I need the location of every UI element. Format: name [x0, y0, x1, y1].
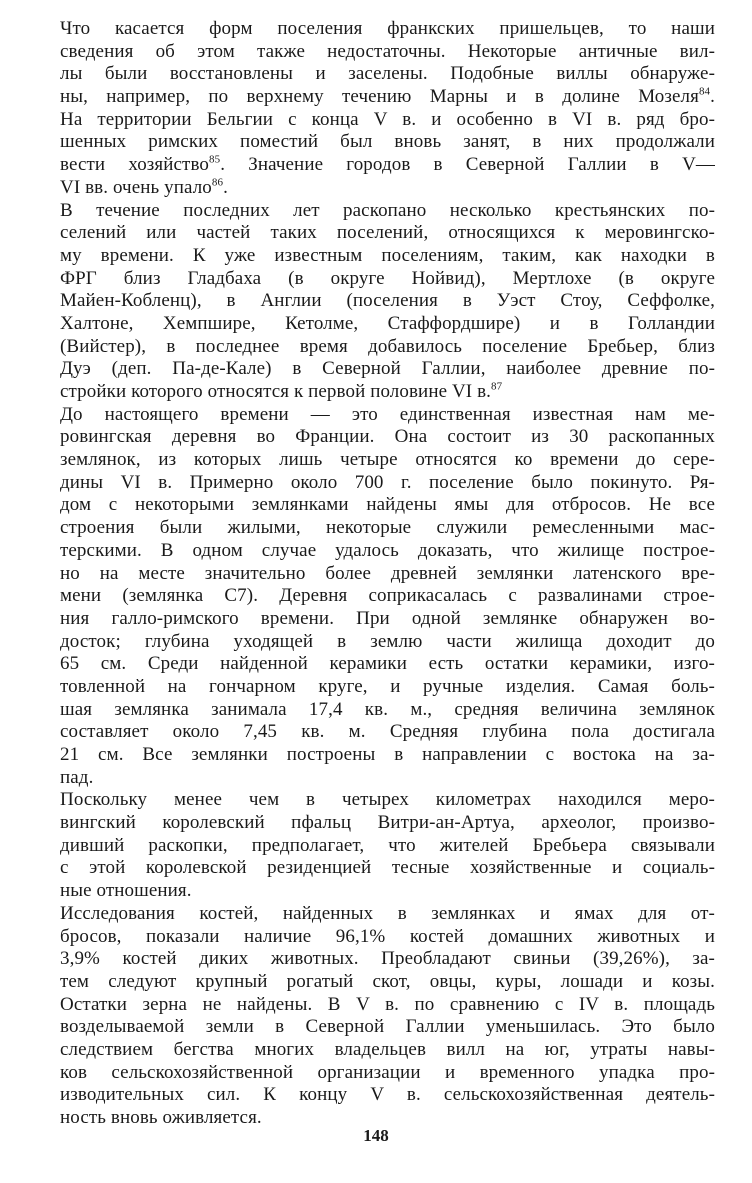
- text-line: На территории Бельгии с конца V в. и особенно в VI в. ряд бро-: [60, 108, 715, 130]
- text-line: 65 см. Среди найденной керамики есть остатки керамики, изго-: [60, 653, 715, 675]
- footnote-ref: 85: [209, 153, 221, 166]
- text-line: мени (землянка С7). Деревня соприкасалась с развалинами строе-: [60, 585, 715, 607]
- text-line: терскими. В одном случае удалось доказать, что жилище построе-: [60, 539, 715, 561]
- text-line: Исследования костей, найденных в землянках и ямах для от-: [60, 902, 715, 924]
- text-fragment: . Значение городов в Северной Галлии в V—: [220, 154, 716, 176]
- footnote-ref: 86: [211, 176, 224, 189]
- text-line: В течение последних лет раскопано несколько крестьянских по-: [60, 199, 715, 221]
- paragraph-5: [60, 903, 715, 1130]
- text-line: возделываемой земли в Северной Галлии уменьшилась. Это было: [60, 1016, 715, 1038]
- text-line: 21 см. Все землянки построены в направлении с востока на за-: [60, 744, 715, 765]
- text-line: (Вийстер), в последнее время добавилось поселение Бребьер, близ: [60, 335, 715, 357]
- paragraph-2: [60, 200, 715, 404]
- text-line: изводительных сил. К концу V в. сельскохозяйственная деятель-: [60, 1084, 715, 1106]
- text-line: Майен-Кобленц), в Англии (поселения в Уэст Стоу, Сеффолке,: [60, 290, 715, 312]
- text-line: следствием бегства многих владельцев вилл на юг, утраты навы-: [60, 1038, 715, 1060]
- text-line: ные отношения.: [60, 880, 192, 902]
- text-line: дивший раскопки, предполагает, что жителей Бребьера связывали: [60, 834, 715, 856]
- text-line: но на месте значительно более древней землянки латенского вре-: [60, 562, 715, 584]
- page-body: [60, 18, 715, 1130]
- text-fragment: .: [223, 176, 228, 198]
- text-line: шая землянка занимала 17,4 кв. м., средняя величина землянок: [60, 698, 715, 720]
- paragraph-3: [60, 404, 715, 790]
- text-fragment: стройки которого относятся к первой половине VI в.: [60, 381, 491, 402]
- text-line: До настоящего времени — это единственная известная нам ме-: [60, 403, 715, 425]
- footnote-ref: 87: [491, 380, 503, 393]
- text-line: сведения об этом также недостаточны. Некоторые античные вил-: [60, 40, 715, 62]
- text-fragment: ны, например, по верхнему течению Марны и в долине Мозеля: [60, 86, 699, 108]
- text-line: Остатки зерна не найдены. В V в. по сравнению с IV в. площадь: [60, 993, 715, 1015]
- text-line: вингский королевский пфальц Витри-ан-Артуа, археолог, произво-: [60, 812, 715, 834]
- text-line: [60, 381, 715, 404]
- text-line: бросов, показали наличие 96,1% костей домашних животных и: [60, 925, 715, 947]
- text-line: [60, 86, 715, 109]
- text-line: строения были жилыми, некоторые служили ремесленными мас-: [60, 517, 715, 539]
- text-line: с этой королевской резиденцией тесные хозяйственные и социаль-: [60, 857, 715, 879]
- text-line: Дуэ (деп. Па-де-Кале) в Северной Галлии, наиболее древние по-: [60, 358, 715, 380]
- text-line: ФРГ близ Гладбаха (в округе Нойвид), Мертлохе (в округе: [60, 267, 715, 289]
- text-fragment: VI вв. очень упало: [60, 176, 212, 198]
- text-line: лы были восстановлены и заселены. Подобные виллы обнаруже-: [60, 63, 715, 85]
- page-number: 148: [363, 1126, 389, 1145]
- text-fragment: вести хозяйство: [60, 154, 209, 176]
- text-line: Что касается форм поселения франкских пришельцев, то наши: [60, 18, 715, 39]
- text-line: товленной на гончарном круге, и ручные изделия. Самая боль-: [60, 675, 715, 697]
- text-line: [60, 177, 715, 200]
- text-fragment: .: [710, 86, 715, 108]
- text-line: ния галло-римского времени. При одной землянке обнаружен во-: [60, 607, 715, 629]
- text-line: Халтоне, Хемпшире, Кетолме, Стаффордшире) и в Голландии: [60, 312, 715, 334]
- text-line: му времени. К уже известным поселениям, таким, как находки в: [60, 244, 715, 266]
- text-line: 3,9% костей диких животных. Преобладают свиньи (39,26%), за-: [60, 948, 715, 970]
- text-line: дом с некоторыми землянками найдены ямы для отбросов. Не все: [60, 494, 715, 516]
- text-line: составляет около 7,45 кв. м. Средняя глубина пола достигала: [60, 721, 715, 743]
- text-line: тем следуют крупный рогатый скот, овцы, куры, лошади и козы.: [60, 970, 715, 992]
- text-line: досток; глубина уходящей в землю части жилища доходит до: [60, 630, 715, 652]
- text-line: землянок, из которых лишь четыре относятся ко времени до сере-: [60, 449, 715, 471]
- paragraph-1: [60, 18, 715, 200]
- text-line: пад.: [60, 766, 94, 788]
- text-line: шенных римских поместий был вновь занят, в них продолжали: [60, 131, 715, 153]
- text-line: селений или частей таких поселений, относящихся к меровингско-: [60, 222, 715, 244]
- text-line: ровингская деревня во Франции. Она состоит из 30 раскопанных: [60, 426, 715, 448]
- text-line: ков сельскохозяйственной организации и временного упадка про-: [60, 1061, 715, 1083]
- text-line: [60, 154, 715, 177]
- text-line: Поскольку менее чем в четырех километрах находился меро-: [60, 789, 715, 811]
- text-line: ность вновь оживляется.: [60, 1107, 262, 1128]
- paragraph-4: [60, 789, 715, 902]
- text-line: дины VI в. Примерно около 700 г. поселение было покинуто. Ря-: [60, 471, 715, 493]
- footnote-ref: 84: [698, 85, 711, 98]
